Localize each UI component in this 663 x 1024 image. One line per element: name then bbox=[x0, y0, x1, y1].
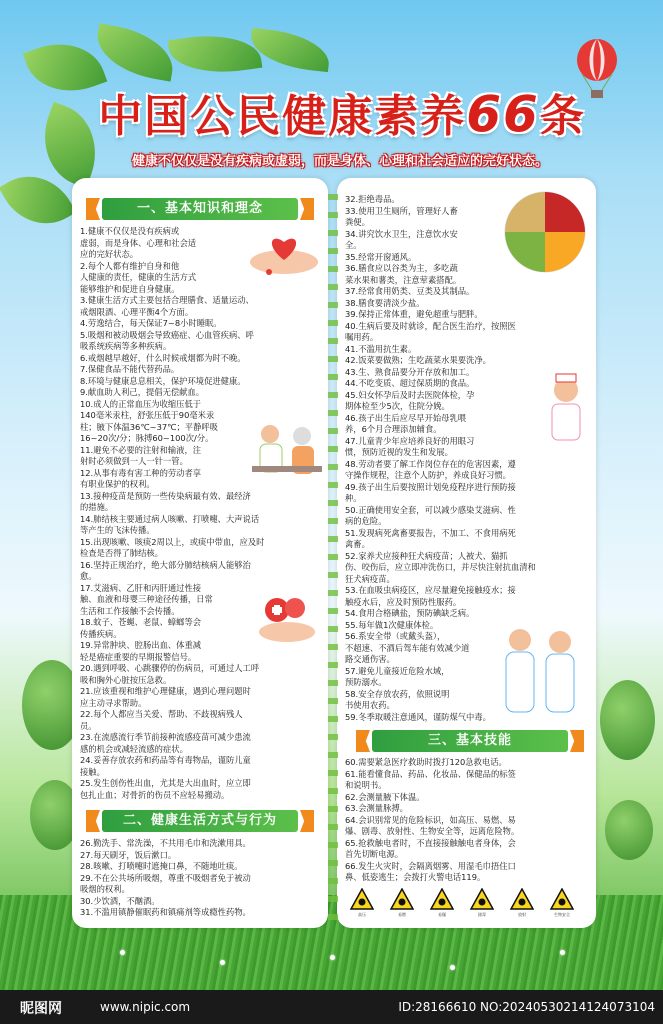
list-item: 50.正确使用安全套，可以减少感染艾滋病、性 bbox=[345, 504, 516, 515]
list-item: 31.不滥用镇静催眠药和镇痛剂等成瘾性药物。 bbox=[80, 907, 251, 917]
list-item: 接触。 bbox=[80, 766, 105, 777]
list-item: 19.异常肿块、腔肠出血、体重减 bbox=[80, 640, 202, 650]
list-item: 55.每年做1次健康体检。 bbox=[345, 619, 439, 630]
list-item: 养，6个月合理添加辅食。 bbox=[345, 424, 442, 434]
list-item: 63.会测量脉搏。 bbox=[345, 803, 408, 813]
hazard-sign-icon bbox=[430, 888, 454, 910]
leaf-decoration bbox=[92, 23, 179, 81]
hazard-label: 易燃 bbox=[398, 912, 406, 917]
flower-decoration bbox=[220, 960, 225, 965]
list-item: 员。 bbox=[80, 720, 97, 731]
hazard-sign-icon bbox=[470, 888, 494, 910]
list-item: 27.每天刷牙，饭后漱口。 bbox=[80, 849, 177, 860]
list-item: 愈。 bbox=[80, 571, 97, 581]
list-item: 首先切断电源。 bbox=[345, 849, 404, 859]
list-item: 3.健康生活方式主要包括合理膳食、适量运动、 bbox=[80, 295, 254, 305]
hazard-label: 生物安全 bbox=[554, 912, 570, 917]
list-item: 9.献血助人利己，提倡无偿献血。 bbox=[80, 387, 205, 397]
list-item: 43.生、熟食品要分开存放和加工。 bbox=[345, 366, 475, 377]
hazard-label: 剧毒 bbox=[478, 912, 486, 917]
list-item: 轻是癌症重要的早期报警信号。 bbox=[80, 651, 197, 662]
list-item: 37.经常食用奶类、豆类及其制品。 bbox=[345, 286, 475, 296]
list-item: 45.妇女怀孕后及时去医院体检，孕 bbox=[345, 389, 475, 400]
list-item: 射时必须做到一人一针一管。 bbox=[80, 456, 188, 466]
tree-decoration bbox=[605, 800, 653, 860]
list-item: 58.安全存放农药，依照说明 bbox=[345, 688, 450, 699]
section-heading-lifestyle: 二、健康生活方式与行为 bbox=[102, 810, 298, 832]
list-item: 触疫水后，应及时预防性服药。 bbox=[345, 596, 462, 607]
list-item: 触、血液和母婴三种途径传播，日常 bbox=[80, 594, 213, 604]
list-item: 54.食用合格碘盐，预防碘缺乏病。 bbox=[345, 608, 475, 618]
list-item: 惯，预防近视的发生和发展。 bbox=[345, 447, 453, 457]
list-item: 11.避免不必要的注射和输液，注 bbox=[80, 444, 202, 455]
list-item: 虚弱，而是身体、心理和社会适 bbox=[80, 237, 197, 248]
list-item: 66.发生火灾时，会隔离烟雾、用湿毛巾捂住口 bbox=[345, 860, 516, 871]
list-item: 柱；腋下体温36℃~37℃；平静呼吸 bbox=[80, 421, 218, 432]
knowledge-list bbox=[80, 226, 326, 801]
list-item: 28.咳嗽、打喷嚏时遮掩口鼻，不随地吐痰。 bbox=[80, 861, 243, 871]
list-item: 36.膳食应以谷类为主，多吃蔬 bbox=[345, 263, 458, 273]
list-item: 生活和工作接触不会传播。 bbox=[80, 605, 180, 616]
list-item: 13.接种疫苗是预防一些传染病最有效、最经济 bbox=[80, 490, 251, 501]
list-item: 预防溺水。 bbox=[345, 677, 387, 687]
list-item: 22.每个人都应当关爱、帮助、不歧视病残人 bbox=[80, 709, 243, 719]
section-heading-knowledge: 一、基本知识和理念 bbox=[102, 198, 298, 220]
list-item: 吸烟的权利。 bbox=[80, 884, 130, 894]
list-item: 包扎止血；对骨折的伤员不应轻易搬动。 bbox=[80, 789, 230, 800]
list-item: 检查是否得了肺结核。 bbox=[80, 548, 163, 558]
list-item: 42.饭菜要做熟；生吃蔬菜水果要洗净。 bbox=[345, 355, 491, 365]
list-item: 14.肺结核主要通过病人咳嗽、打喷嚏、大声说话 bbox=[80, 513, 260, 524]
list-item: 30.少饮酒，不酗酒。 bbox=[80, 895, 160, 906]
list-item: 60.需要紧急医疗救助时拨打120急救电话。 bbox=[345, 757, 507, 767]
doctor-patient-illustration bbox=[248, 420, 326, 480]
tree-decoration bbox=[600, 680, 655, 760]
list-item: 59.冬季取暖注意通风，谨防煤气中毒。 bbox=[345, 711, 491, 722]
list-item: 吸系统疾病等多种疾病。 bbox=[80, 341, 172, 351]
nurse-illustration bbox=[540, 372, 592, 442]
list-item: 7.保健食品不能代替药品。 bbox=[80, 364, 180, 374]
list-item: 35.经常开窗通风。 bbox=[345, 251, 417, 262]
list-item: 47.儿童青少年应培养良好的用眼习 bbox=[345, 435, 475, 446]
hazard-label: 高压 bbox=[358, 912, 366, 917]
list-item: 人健康的责任，健康的生活方式 bbox=[80, 272, 197, 282]
watermark-site: www.nipic.com bbox=[100, 1000, 191, 1014]
list-item: 1.健康不仅仅是没有疾病或 bbox=[80, 226, 180, 236]
list-item: 23.在流感流行季节前接种流感疫苗可减少患流 bbox=[80, 732, 251, 742]
red-cross-hands-illustration bbox=[255, 588, 319, 644]
list-item: 16~20次/分；脉搏60~100次/分。 bbox=[80, 433, 214, 443]
list-item: 10.成人的正常血压为收缩压低于 bbox=[80, 398, 202, 409]
list-item: 不超速、不酒后驾车能有效减少道 bbox=[345, 642, 470, 653]
list-item: 140毫米汞柱，舒张压低于90毫米汞 bbox=[80, 410, 215, 420]
flower-decoration bbox=[560, 950, 565, 955]
list-item: 能够维护和促进自身健康。 bbox=[80, 283, 180, 294]
list-item: 病的危险。 bbox=[345, 516, 387, 526]
list-item: 15.出现咳嗽、咳痰2周以上，或痰中带血，应及时 bbox=[80, 536, 265, 547]
hazard-label: 放射 bbox=[518, 912, 526, 917]
list-item: 4.劳逸结合，每天保证7~8小时睡眠。 bbox=[80, 318, 222, 328]
hazard-sign-icon bbox=[390, 888, 414, 910]
list-item: 禽畜。 bbox=[345, 539, 370, 549]
list-item: 8.环境与健康息息相关，保护环境促进健康。 bbox=[80, 375, 246, 386]
page-title: 中国公民健康素养66条 bbox=[98, 85, 586, 143]
list-item: 书使用农药。 bbox=[345, 700, 395, 710]
list-item: 守操作规程，注意个人防护，养成良好习惯。 bbox=[345, 470, 511, 480]
list-item: 17.艾滋病、乙肝和丙肝通过性接 bbox=[80, 582, 202, 593]
flower-decoration bbox=[450, 965, 455, 970]
list-item: 48.劳动者要了解工作岗位存在的危害因素，遵 bbox=[345, 458, 516, 469]
list-item: 的措施。 bbox=[80, 502, 114, 512]
chain-divider bbox=[328, 190, 338, 920]
list-item: 2.每个人都有维护自身和他 bbox=[80, 260, 180, 271]
list-item: 33.使用卫生厕所，管理好人畜 bbox=[345, 205, 458, 216]
list-item: 44.不吃变质、超过保质期的食品。 bbox=[345, 378, 475, 388]
page-subtitle: 健康不仅仅是没有疾病或虚弱，而是身体、心理和社会适应的完好状态。 bbox=[131, 154, 548, 169]
list-item: 16.坚持正规治疗，绝大部分肺结核病人能够治 bbox=[80, 559, 251, 570]
list-item: 57.避免儿童接近危险水域， bbox=[345, 665, 450, 676]
list-item: 49.孩子出生后要按照计划免疫程序进行预防接 bbox=[345, 481, 516, 492]
list-item: 菜水果和薯类，注意荤素搭配。 bbox=[345, 274, 462, 285]
list-item: 期体检至少5次，住院分娩。 bbox=[345, 401, 450, 411]
list-item: 53.在血吸虫病疫区，应尽量避免接触疫水；接 bbox=[345, 585, 516, 595]
list-item: 40.生病后要及时就诊，配合医生治疗，按照医 bbox=[345, 320, 516, 331]
list-item: 和说明书。 bbox=[345, 780, 387, 790]
list-item: 25.发生创伤性出血，尤其是大出血时，应立即 bbox=[80, 778, 251, 788]
list-item: 5.吸烟和被动吸烟会导致癌症、心血管疾病、呼 bbox=[80, 329, 254, 340]
list-item: 等产生的飞沫传播。 bbox=[80, 525, 155, 535]
list-item: 26.勤洗手、常洗澡，不共用毛巾和洗漱用具。 bbox=[80, 838, 251, 848]
image-id: ID:28166610 NO:20240530214124073104 bbox=[398, 1000, 655, 1014]
list-item: 戒烟限酒、心理平衡4个方面。 bbox=[80, 306, 194, 317]
list-item: 狂犬病疫苗。 bbox=[345, 573, 395, 584]
list-item: 32.拒绝毒品。 bbox=[345, 194, 400, 204]
list-item: 46.孩子出生后应尽早开始母乳喂 bbox=[345, 412, 467, 423]
list-item: 51.发现病死禽畜要报告，不加工、不食用病死 bbox=[345, 527, 516, 538]
list-item: 嘱用药。 bbox=[345, 332, 379, 342]
list-item: 34.讲究饮水卫生，注意饮水安 bbox=[345, 228, 458, 239]
list-item: 伤、咬伤后，应立即冲洗伤口，并尽快注射抗血清和 bbox=[345, 562, 536, 572]
list-item: 56.系安全带（或戴头盔）， bbox=[345, 631, 446, 641]
section-heading-skills: 三、基本技能 bbox=[372, 730, 568, 752]
flower-decoration bbox=[120, 950, 125, 955]
watermark-logo: 昵图网 bbox=[20, 1001, 62, 1017]
list-item: 41.不滥用抗生素。 bbox=[345, 343, 417, 354]
list-item: 65.抢救触电者时，不直接接触触电者身体，会 bbox=[345, 837, 516, 848]
list-item: 鼻、低姿逃生；会拨打火警电话119。 bbox=[345, 872, 486, 882]
list-item: 粪便。 bbox=[345, 217, 370, 227]
leaf-decoration bbox=[168, 28, 263, 80]
list-item: 传播疾病。 bbox=[80, 628, 122, 639]
list-item: 52.家养犬应接种狂犬病疫苗；人被犬、猫抓 bbox=[345, 550, 508, 561]
list-item: 6.戒烟越早越好，什么时候戒烟都为时不晚。 bbox=[80, 352, 246, 363]
list-item: 种。 bbox=[345, 493, 362, 503]
list-item: 61.能看懂食品、药品、化妆品、保健品的标签 bbox=[345, 768, 516, 779]
list-item: 29.不在公共场所吸烟，尊重不吸烟者免于被动 bbox=[80, 872, 251, 883]
list-item: 应的完好状态。 bbox=[80, 249, 139, 259]
heart-hands-illustration bbox=[245, 228, 323, 276]
list-item: 24.妥善存放农药和药品等有毒物品，谨防儿童 bbox=[80, 755, 251, 765]
hazard-sign-icon bbox=[510, 888, 534, 910]
hazard-sign-icon bbox=[550, 888, 574, 910]
list-item: 38.膳食要清淡少盐。 bbox=[345, 297, 425, 308]
doctors-illustration bbox=[490, 622, 590, 718]
list-item: 39.保持正常体重，避免超重与肥胖。 bbox=[345, 309, 483, 319]
list-item: 爆、剧毒、放射性、生物安全等，远离危险物。 bbox=[345, 826, 520, 836]
list-item: 20.遇到呼吸、心跳骤停的伤病员，可通过人工呼 bbox=[80, 663, 260, 673]
hazard-label: 易爆 bbox=[438, 912, 446, 917]
list-item: 有职业保护的权利。 bbox=[80, 479, 155, 489]
list-item: 吸和胸外心脏按压急救。 bbox=[80, 674, 172, 685]
list-item: 62.会测量腋下体温。 bbox=[345, 791, 425, 802]
flower-decoration bbox=[330, 955, 335, 960]
list-item: 路交通伤害。 bbox=[345, 654, 395, 664]
list-item: 感的机会或减轻流感的症状。 bbox=[80, 743, 188, 754]
hazard-sign-icon bbox=[350, 888, 374, 910]
food-plate-illustration bbox=[503, 190, 587, 274]
skills-list bbox=[345, 757, 591, 884]
list-item: 应主动寻求帮助。 bbox=[80, 697, 147, 708]
list-item: 18.蚊子、苍蝇、老鼠、蟑螂等会 bbox=[80, 617, 202, 627]
lifestyle-list bbox=[80, 838, 326, 919]
list-item: 全。 bbox=[345, 240, 362, 250]
list-item: 64.会识别常见的危险标识，如高压、易燃、易 bbox=[345, 814, 516, 825]
list-item: 21.应该重视和维护心理健康，遇到心理问题时 bbox=[80, 686, 251, 696]
list-item: 12.从事有毒有害工种的劳动者享 bbox=[80, 467, 202, 478]
